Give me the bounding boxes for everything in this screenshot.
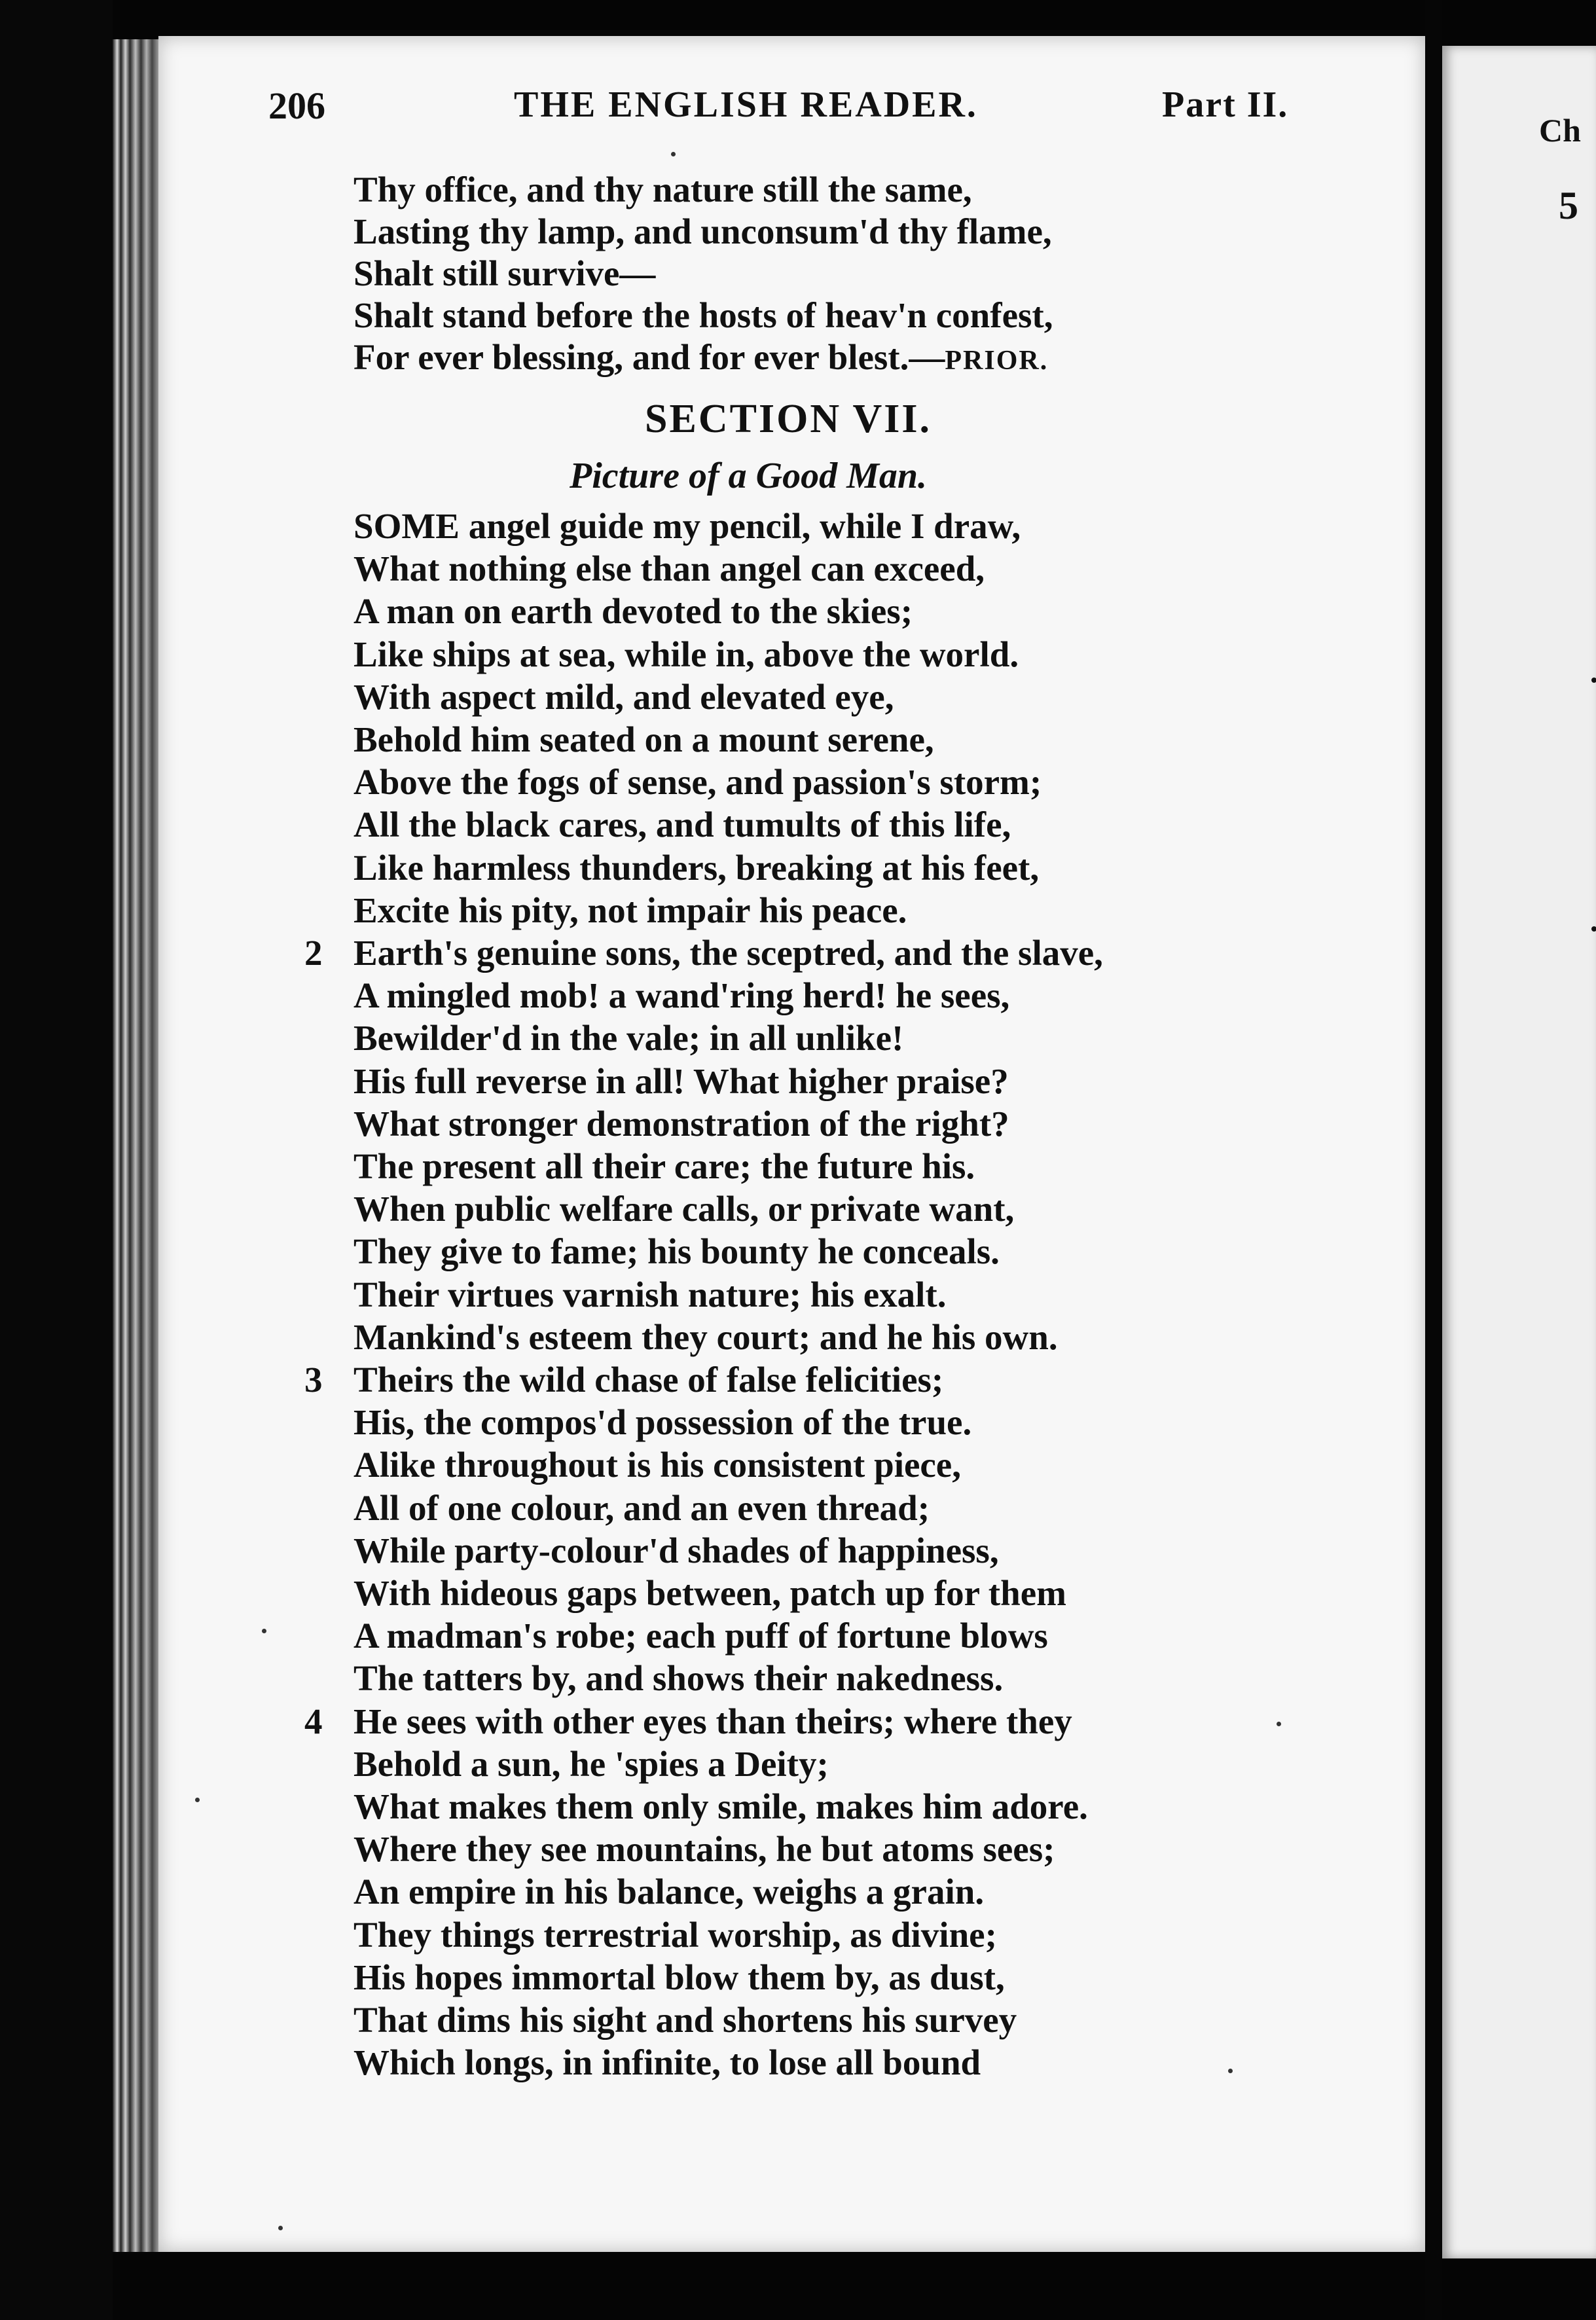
part-label: Part II.	[1162, 84, 1289, 125]
poem-line: What stronger demonstration of the right?	[354, 1104, 1009, 1144]
facing-page-speck	[1591, 678, 1596, 683]
poem-line: His full reverse in all! What higher praise?	[354, 1061, 1009, 1101]
poem-line: Bewilder'd in the vale; in all unlike!	[354, 1018, 904, 1058]
poem-line: The tatters by, and shows their nakedness.	[354, 1658, 1004, 1698]
poem-line: With hideous gaps between, patch up for them	[354, 1573, 1066, 1613]
poem-line: A madman's robe; each puff of fortune blows	[354, 1616, 1048, 1656]
poem-line: Like ships at sea, while in, above the world.	[354, 634, 1019, 674]
section-heading: SECTION VII.	[645, 397, 932, 441]
poem-line: Their virtues varnish nature; his exalt.	[354, 1275, 947, 1314]
poem-line: An empire in his balance, weighs a grain.	[354, 1872, 985, 1912]
poem-line: His, the compos'd possession of the true.	[354, 1402, 972, 1442]
poem-line: Shalt stand before the hosts of heav'n confest,	[354, 295, 1053, 335]
poem-line: A mingled mob! a wand'ring herd! he sees,	[354, 975, 1010, 1015]
poem-line: With aspect mild, and elevated eye,	[354, 677, 894, 717]
poem-line: They things terrestrial worship, as divine;	[354, 1915, 997, 1955]
facing-page-edge	[1442, 46, 1596, 2258]
scan-speck	[1277, 1722, 1281, 1726]
running-title: THE ENGLISH READER.	[514, 84, 978, 125]
section-subtitle: Picture of a Good Man.	[570, 456, 927, 496]
poem-line: Alike throughout is his consistent piece,	[354, 1445, 961, 1485]
book-binding	[113, 39, 158, 2252]
scan-speck	[1228, 2069, 1233, 2073]
poem-line: All of one colour, and an even thread;	[354, 1488, 930, 1528]
poem-line: They give to fame; his bounty he conceals.	[354, 1231, 1000, 1271]
poem-line: He sees with other eyes than theirs; where they	[354, 1701, 1072, 1741]
scan-speck	[671, 152, 676, 156]
poem-line: Excite his pity, not impair his peace.	[354, 890, 907, 930]
poem-line: Thy office, and thy nature still the same,	[354, 170, 972, 209]
poem-line: Earth's genuine sons, the sceptred, and the slave,	[354, 933, 1103, 973]
stanza-number: 3	[304, 1360, 323, 1400]
scan-speck	[262, 1629, 266, 1633]
running-head	[268, 84, 1329, 130]
poem-line: The present all their care; the future his.	[354, 1146, 975, 1186]
poem-line: Where they see mountains, he but atoms sees;	[354, 1829, 1055, 1869]
poem-line: SOME angel guide my pencil, while I draw,	[354, 506, 1021, 546]
facing-page-header: Ch	[1539, 112, 1581, 149]
page-gutter	[1425, 0, 1442, 2320]
poem-line: When public welfare calls, or private want,	[354, 1189, 1015, 1229]
scan-speck	[195, 1798, 200, 1802]
scan-left-border	[0, 0, 113, 2320]
poem-line: All the black cares, and tumults of this life,	[354, 805, 1011, 844]
scan-speck	[278, 2226, 283, 2230]
poem-line: Which longs, in infinite, to lose all bound	[354, 2042, 981, 2082]
poem-line: Above the fogs of sense, and passion's storm;	[354, 762, 1042, 802]
facing-page-fragment: 5	[1559, 184, 1578, 227]
poem-line: Shalt still survive—	[354, 253, 656, 293]
stanza-number: 4	[304, 1701, 323, 1741]
poem-line: While party-colour'd shades of happiness,	[354, 1531, 999, 1570]
poem-line: Behold him seated on a mount serene,	[354, 719, 934, 759]
poem-line: Theirs the wild chase of false felicities;	[354, 1360, 944, 1400]
page-number: 206	[268, 84, 325, 127]
poem-line: What nothing else than angel can exceed,	[354, 549, 985, 589]
poem-line-text: For ever blessing, and for ever blest.	[354, 337, 909, 377]
facing-page-speck	[1591, 926, 1596, 932]
poem-line: A man on earth devoted to the skies;	[354, 591, 913, 631]
poem-line: His hopes immortal blow them by, as dust,	[354, 1957, 1005, 1997]
poem-line: That dims his sight and shortens his survey	[354, 2000, 1017, 2040]
poem-line: What makes them only smile, makes him adore.	[354, 1786, 1088, 1826]
poem-line: Lasting thy lamp, and unconsum'd thy flame,	[354, 211, 1052, 251]
poem-line: Mankind's esteem they court; and he his own.	[354, 1317, 1058, 1357]
poem-line-with-attribution: For ever blessing, and for ever blest.—PRIOR.	[354, 337, 1049, 377]
poem-line: Like harmless thunders, breaking at his feet,	[354, 848, 1040, 888]
attribution: PRIOR.	[945, 346, 1049, 376]
stanza-number: 2	[304, 933, 323, 973]
poem-line: Behold a sun, he 'spies a Deity;	[354, 1744, 829, 1784]
